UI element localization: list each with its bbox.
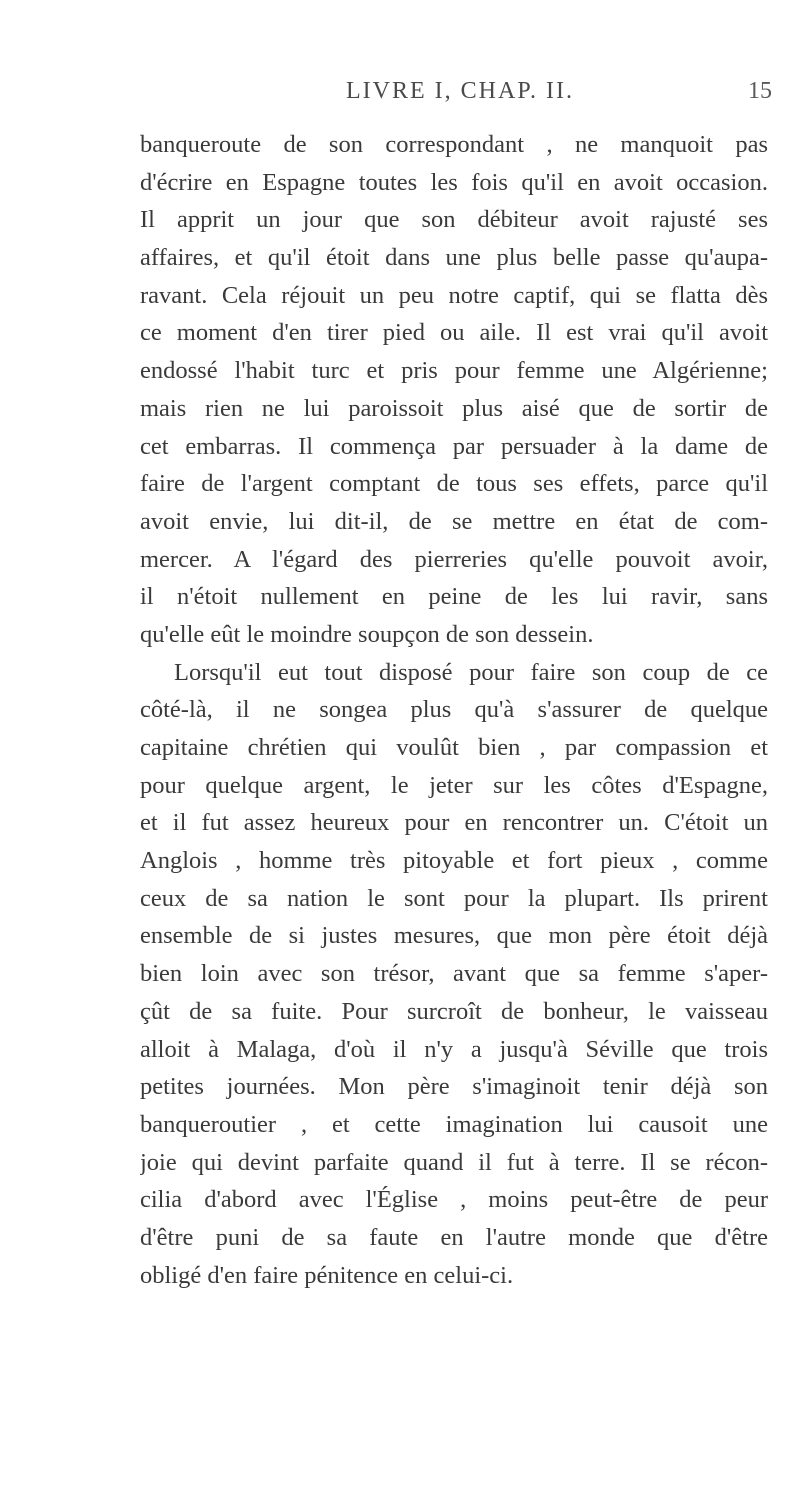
- text-line: cet embarras. Il commença par persuader à la dame de: [140, 432, 768, 460]
- text-line: qu'elle eût le moindre soupçon de son dessein.: [140, 620, 594, 648]
- text-line: affaires, et qu'il étoit dans une plus belle passe qu'aupa-: [140, 244, 768, 272]
- text-line: d'être puni de sa faute en l'autre monde que d'être: [140, 1223, 768, 1251]
- text-line: çût de sa fuite. Pour surcroît de bonheur, le vaisseau: [140, 997, 768, 1025]
- text-line: banqueroutier , et cette imagination lui causoit une: [140, 1110, 768, 1138]
- text-line: obligé d'en faire pénitence en celui-ci.: [140, 1261, 514, 1289]
- text-line: il n'étoit nullement en peine de les lui ravir, sans: [140, 583, 768, 611]
- text-line: banqueroute de son correspondant , ne manquoit pas: [140, 131, 768, 158]
- text-line: pour quelque argent, le jeter sur les côtes d'Espagne,: [140, 771, 768, 799]
- text-line: Il apprit un jour que son débiteur avoit rajusté ses: [140, 206, 768, 234]
- text-line: mercer. A l'égard des pierreries qu'elle pouvoit avoir,: [140, 545, 768, 573]
- text-line: petites journées. Mon père s'imaginoit tenir déjà son: [140, 1073, 768, 1101]
- text-line: capitaine chrétien qui voulût bien , par compassion et: [140, 734, 768, 761]
- text-line: avoit envie, lui dit-il, de se mettre en état de com-: [140, 507, 768, 535]
- text-line: ensemble de si justes mesures, que mon père étoit déjà: [140, 922, 768, 950]
- text-line: Anglois , homme très pitoyable et fort pieux , comme: [140, 847, 768, 875]
- text-line: bien loin avec son trésor, avant que sa femme s'aper-: [140, 960, 768, 988]
- paragraph-start-line: Lorsqu'il eut tout disposé pour faire son coup de ce: [174, 658, 768, 686]
- text-line: faire de l'argent comptant de tous ses effets, parce qu'il: [140, 470, 768, 498]
- text-line: côté-là, il ne songea plus qu'à s'assurer de quelque: [140, 696, 768, 724]
- text-line: cilia d'abord avec l'Église , moins peut-être de peur: [140, 1186, 768, 1214]
- text-line: alloit à Malaga, d'où il n'y a jusqu'à Séville que trois: [140, 1035, 768, 1063]
- page-number: 15: [748, 78, 772, 104]
- text-line: d'écrire en Espagne toutes les fois qu'il en avoit occasion.: [140, 168, 768, 196]
- text-line: et il fut assez heureux pour en rencontrer un. C'étoit un: [140, 809, 768, 837]
- text-line: endossé l'habit turc et pris pour femme une Algérienne;: [140, 357, 768, 385]
- text-line: ce moment d'en tirer pied ou aile. Il est vrai qu'il avoit: [140, 319, 768, 347]
- body-text: [140, 126, 768, 1294]
- text-line: ravant. Cela réjouit un peu notre captif, qui se flatta dès: [140, 281, 768, 309]
- text-line: mais rien ne lui paroissoit plus aisé que de sortir de: [140, 394, 768, 422]
- running-title: LIVRE I, CHAP. II.: [346, 78, 574, 104]
- text-line: joie qui devint parfaite quand il fut à terre. Il se récon-: [140, 1148, 768, 1176]
- running-head: [140, 78, 780, 118]
- text-line: ceux de sa nation le sont pour la plupart. Ils prirent: [140, 884, 768, 912]
